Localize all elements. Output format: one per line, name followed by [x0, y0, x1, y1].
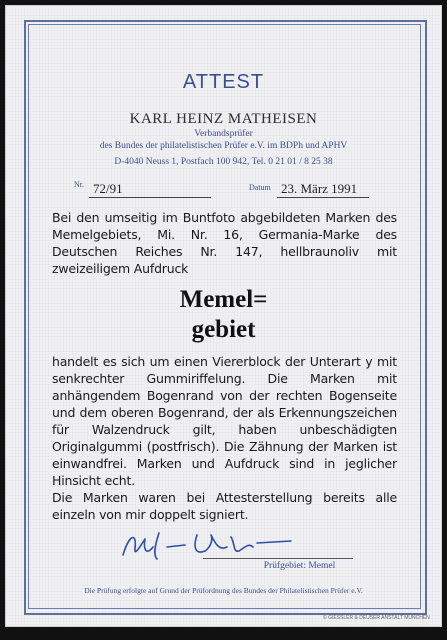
- nr-value: 72/91: [93, 181, 123, 196]
- datum-value: 23. März 1991: [281, 181, 358, 196]
- nr-underline: [89, 197, 211, 198]
- nr-label: Nr.: [74, 180, 84, 189]
- intro-text: Bei den umseitig im Buntfoto abgebildeten Marken des Memelgebiets, Mi. Nr. 16, Germania-Marke des Deutschen Reiches Nr. 147, hellbraunoliv mit zweizeiligem Aufdruck: [52, 210, 397, 276]
- association-line: des Bundes der philatelistischen Prüfer e.V. im BDPh und APHV: [99, 141, 348, 151]
- certificate-sheet: [5, 5, 442, 627]
- datum-label: Datum: [249, 183, 271, 192]
- signature-caption: Prüfgebiet: Memel: [263, 561, 336, 571]
- signature-line: [203, 558, 353, 559]
- intro-paragraph: [52, 209, 397, 277]
- datum-underline: [277, 197, 369, 198]
- body-text: handelt es sich um einen Viererblock der Unterart y mit senkrechter Gummiriffelung. Die Marken mit anhängendem Bogenrand von der rechten Bogenseite und dem oberen Bogenrand, der als Erkennungszeichen für Walzendruck gilt, haben unbeschädigten Originalgummi (postfrisch). Die Zähnung der Marken ist einwandfrei. Marken und Aufdruck sind in jeglicher Hinsicht echt.: [52, 354, 397, 488]
- examiner-role: Verbandsprüfer: [194, 129, 253, 139]
- closing-text: Die Marken waren bei Attesterstellung bereits alle einzeln von mir doppelt signiert.: [52, 490, 397, 522]
- overprint-line-2: gebiet: [191, 316, 256, 343]
- examiner-name: KARL HEINZ MATHEISEN: [129, 111, 318, 127]
- attest-title: ATTEST: [182, 71, 265, 93]
- printer-credit: © GIESSLER & DEUSER ANSTALT MÜNCHEN: [323, 615, 430, 621]
- closing-paragraph: [52, 489, 397, 523]
- footer-note: Die Prüfung erfolgte auf Grund der Prüfordnung des Bundes der Philatelistischen Prüfer e.V.: [84, 586, 363, 595]
- overprint-line-1: Memel=: [179, 286, 268, 313]
- body-paragraph: [52, 353, 397, 489]
- address-line: D-4040 Neuss 1, Postfach 100 942, Tel. 0 21 01 / 8 25 38: [114, 157, 333, 167]
